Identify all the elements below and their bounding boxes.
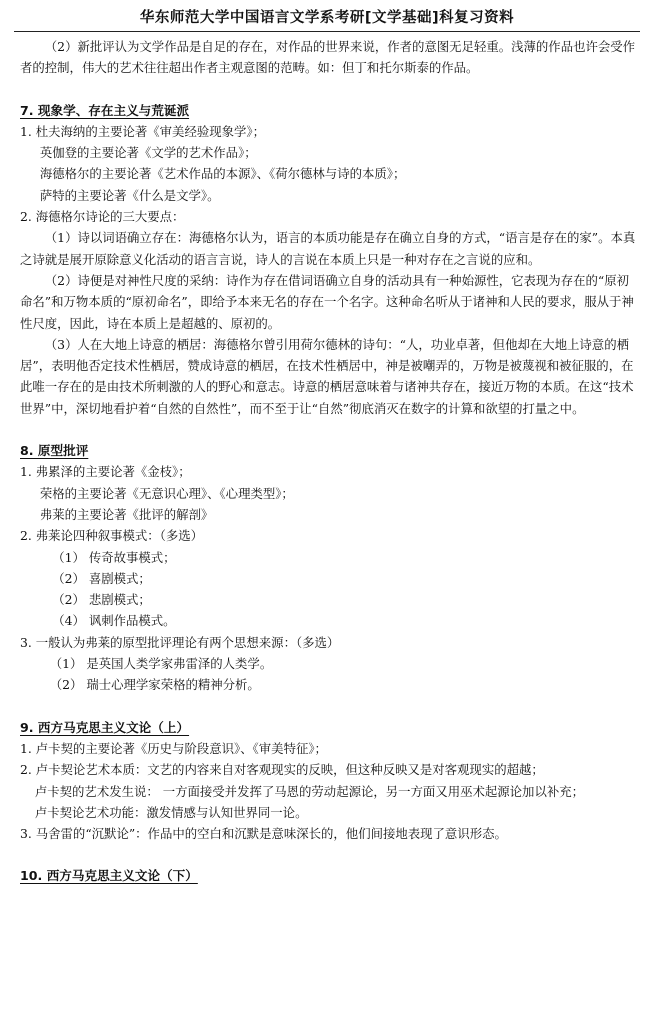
s7-paragraph-2: （2）诗便是对神性尺度的采纳：诗作为存在借词语确立自身的活动具有一种始源性，它表现为存在的“原初命名”和万物本质的“原初命名”，即给予本来无名的存在一个名字。这种命名听从于诸神和人民的要求，服从于神性尺度，因此，诗在本质上是超越的、原初的。 xyxy=(20,272,634,331)
s9-paragraph-1: 2. 卢卡契论艺术本质：文艺的内容来自对客观现实的反映，但这种反映又是对客观现实的超越； xyxy=(20,762,544,778)
s7-paragraph-1: （1）诗以词语确立存在：海德格尔认为，语言的本质功能是存在确立自身的方式，“语言是存在的家”。本真之诗就是展开原除意义化活动的语言言说，诗人的言说在本质上只是一种对存在之言说的应和。 xyxy=(20,230,636,267)
s8-line-7: （2） 悲剧模式； xyxy=(52,592,151,608)
s7-line-3: 海德格尔的主要论著《艺术作品的本源》、《荷尔德林与诗的本质》； xyxy=(39,166,406,182)
section-8-title: 8. 原型批评 xyxy=(20,443,89,459)
s8-line-10: （1） 是英国人类学家弗雷泽的人类学。 xyxy=(49,656,273,672)
s7-line-4: 萨特的主要论著《什么是文学》。 xyxy=(39,187,220,203)
s8-line-8: （4） 讽刺作品模式。 xyxy=(52,613,176,629)
section-10-title: 10. 西方马克思主义文论（下） xyxy=(20,868,198,884)
s8-line-6: （2） 喜剧模式； xyxy=(52,570,151,586)
s9-line-2: 卢卡契论艺术功能：激发情感与认知世界同一论。 xyxy=(34,804,308,820)
s7-line-2: 英伽登的主要论著《文学的艺术作品》； xyxy=(39,145,257,161)
s8-line-2: 荣格的主要论著《无意识心理》、《心理类型》； xyxy=(39,485,294,501)
section-7-title: 7. 现象学、存在主义与荒诞派 xyxy=(20,102,190,118)
s8-line-11: （2） 瑞士心理学家荣格的精神分析。 xyxy=(49,677,260,693)
s8-line-1: 1. 弗累泽的主要论著《金枝》； xyxy=(20,464,191,480)
s8-line-5: （1） 传奇故事模式； xyxy=(52,549,176,565)
s8-line-4: 2. 弗莱论四种叙事模式：（多选） xyxy=(20,528,204,544)
s9-line-3: 3. 马舍雷的“沉默论”：作品中的空白和沉默是意味深长的，他们间接地表现了意识形态。 xyxy=(20,826,507,842)
s7-line-5: 2. 海德格尔诗论的三大要点： xyxy=(20,209,185,225)
page-header: 华东师范大学中国语言文学系考研[文学基础]科复习资料 xyxy=(14,6,640,32)
s9-paragraph-2: 卢卡契的艺术发生说： 一方面接受并发挥了马恩的劳动起源论，另一方面又用巫术起源论加以补充； xyxy=(34,783,585,799)
document-body xyxy=(20,36,638,887)
s8-line-9: 3. 一般认为弗莱的原型批评理论有两个思想来源：（多选） xyxy=(20,634,340,650)
s8-line-3: 弗莱的主要论著《批评的解剖》 xyxy=(39,506,214,522)
s9-line-1: 1. 卢卡契的主要论著《历史与阶段意识》、《审美特征》； xyxy=(20,740,327,756)
intro-paragraph: （2）新批评认为文学作品是自足的存在，对作品的世界来说，作者的意图无足轻重。浅薄的作品也许会受作者的控制，伟大的艺术往往超出作者主观意图的范畴。如：但丁和托尔斯泰的作品。 xyxy=(20,39,636,76)
section-9-title: 9. 西方马克思主义文论（上） xyxy=(20,719,190,735)
s7-line-1: 1. 杜夫海纳的主要论著《审美经验现象学》； xyxy=(20,123,265,139)
s7-paragraph-3: （3）人在大地上诗意的栖居：海德格尔曾引用荷尔德林的诗句：“人，功业卓著，但他却在大地上诗意的栖居”，表明他否定技术性栖居，赞成诗意的栖居，在技术性栖居中，神是被嘲弄的，万物是被蔑视和被征服的，在此唯一存在的是由技术所刺激的人的野心和意志。诗意的栖居意味着与诸神共存在，接近万物的本质。在这“技术世界”中，深切地看护着“自然的自然性”，而不至于让“自然”彻底消灭在数字的计算和欲望的打量之中。 xyxy=(20,336,634,416)
